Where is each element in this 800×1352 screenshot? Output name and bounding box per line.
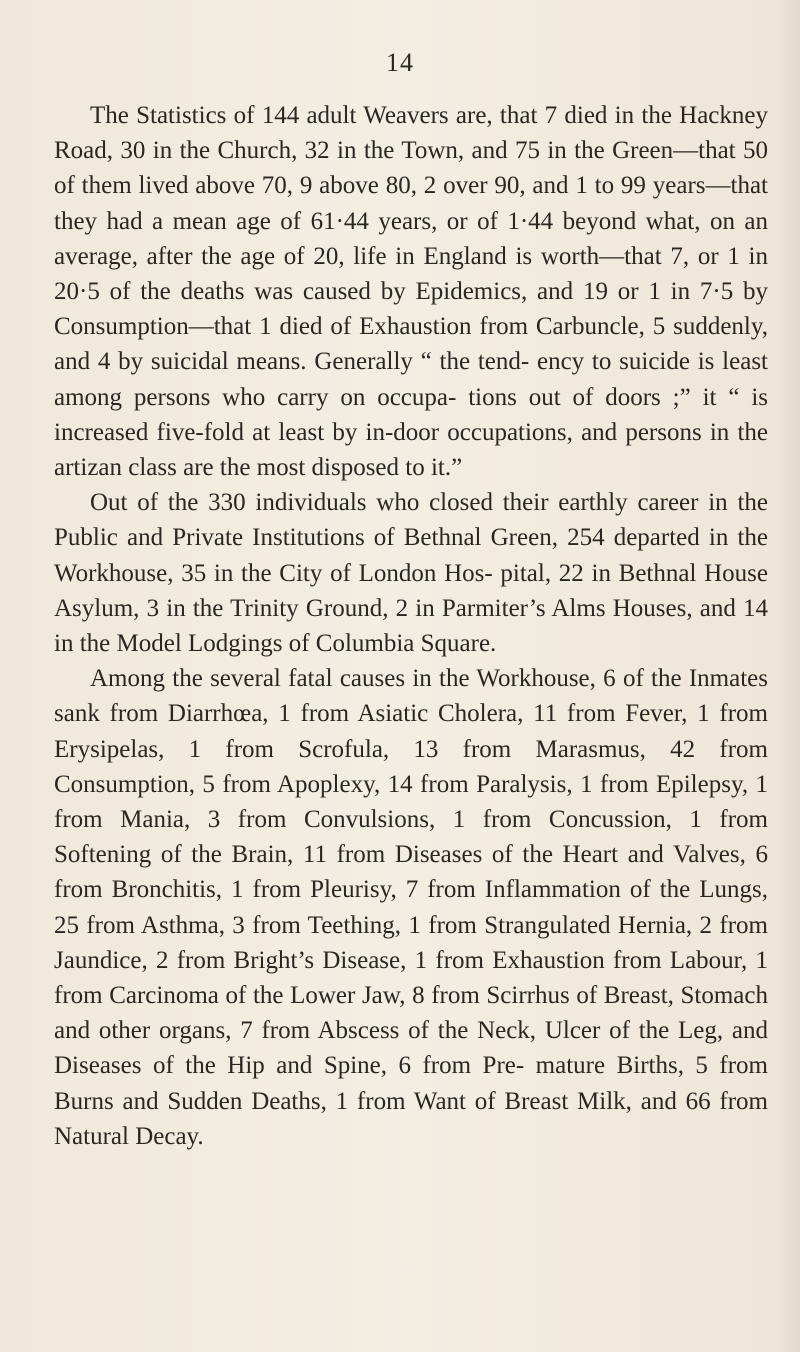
page-edge-shadow [778,0,800,1352]
paragraph-workhouse-causes: Among the several fatal causes in the Workhouse, 6 of the Inmates sank from Diarrhœa, 1 from Asiatic Cholera, 11 from Fever, 1 from Erysipelas, 1 from Scrofula, 13 from Marasmus, 42 from Consumption, 5 from Apoplexy, 14 from Paralysis, 1 from Epilepsy, 1 from Mania, 3 from Convulsions, 1 from Concussion, 1 from Softening of the Brain, 11 from Diseases of the Heart and Valves, 6 from Bronchitis, 1 from Pleurisy, 7 from Inflammation of the Lungs, 25 from Asthma, 3 from Teething, 1 from Strangulated Hernia, 2 from Jaundice, 2 from Bright’s Disease, 1 from Exhaustion from Labour, 1 from Carcinoma of the Lower Jaw, 8 from Scirrhus of Breast, Stomach and other organs, 7 from Abscess of the Neck, Ulcer of the Leg, and Diseases of the Hip and Spine, 6 from Pre- mature Births, 5 from Burns and Sudden Deaths, 1 from Want of Breast Milk, and 66 from Natural Decay. [54,665,768,1150]
page-number: 14 [386,48,414,77]
body-text [54,98,768,1154]
paragraph-institutions: Out of the 330 individuals who closed their earthly career in the Public and Private Institutions of Bethnal Green, 254 departed in the Workhouse, 35 in the City of London Hos- pital, 22 in Bethnal House Asylum, 3 in the Trinity Ground, 2 in Parmiter’s Alms Houses, and 14 in the Model Lodgings of Columbia Square. [54,489,768,658]
paragraph-weavers-statistics: The Statistics of 144 adult Weavers are, that 7 died in the Hackney Road, 30 in the Church, 32 in the Town, and 75 in the Green—that 50 of them lived above 70, 9 above 80, 2 over 90, and 1 to 99 years—that they had a mean age of 61·44 years, or of 1·44 beyond what, on an average, after the age of 20, life in England is worth—that 7, or 1 in 20·5 of the deaths was caused by Epidemics, and 19 or 1 in 7·5 by Consumption—that 1 died of Exhaustion from Carbuncle, 5 suddenly, and 4 by suicidal means. Generally “ the tend- ency to suicide is least among persons who carry on occupa- tions out of doors ;” it “ is increased five-fold at least by in-door occupations, and persons in the artizan class are the most disposed to it.” [54,102,768,482]
